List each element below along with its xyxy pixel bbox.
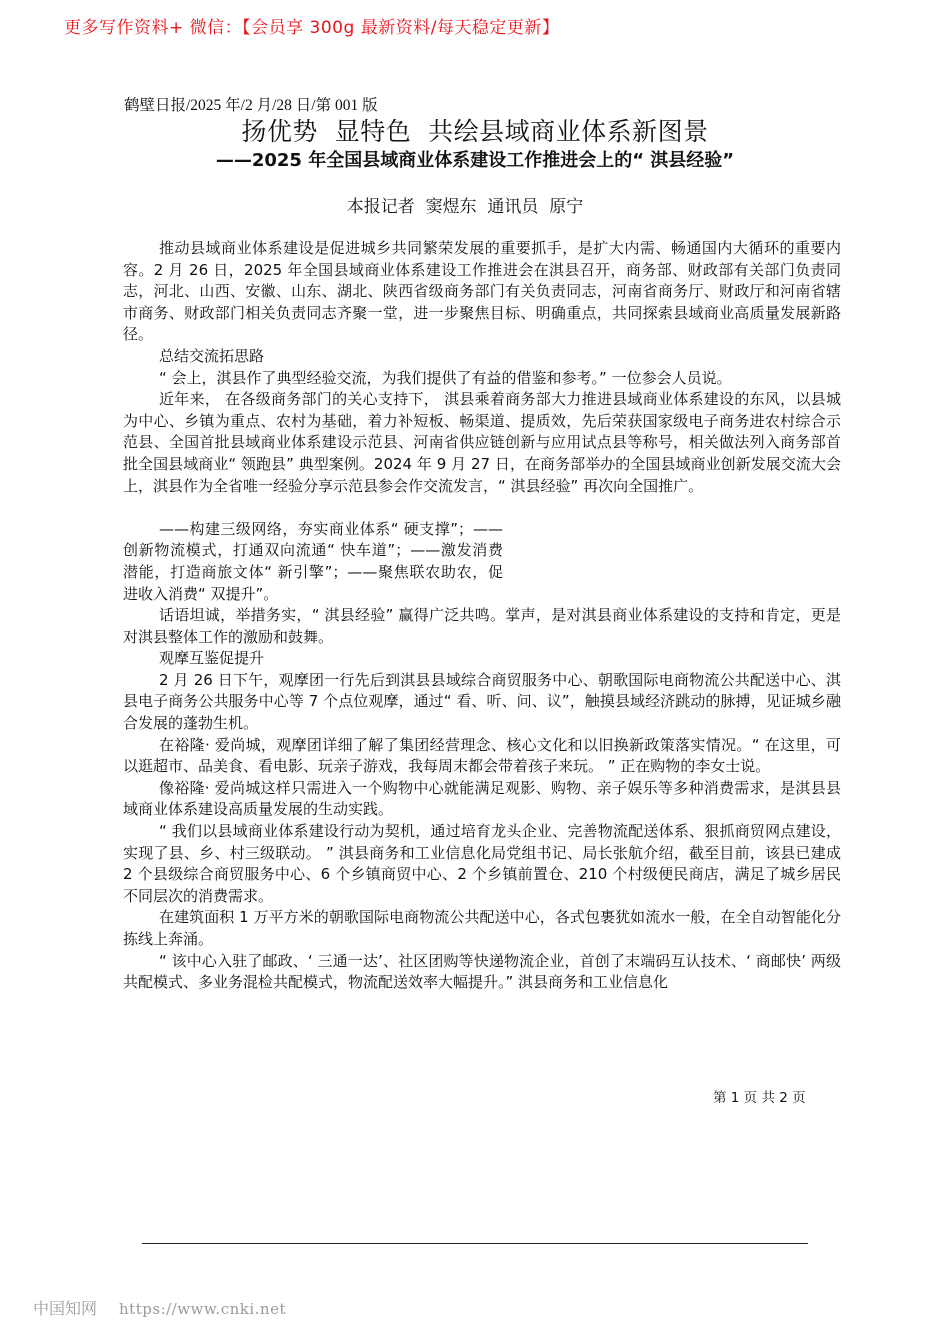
paragraph-logistics-center: 在建筑面积 1 万平方米的朝歌国际电商物流公共配送中心，各式包裹犹如流水一般，在全自动智能化分拣线上奔涌。 [123, 908, 841, 948]
promo-banner: 更多写作资料+ 微信：【会员享 300g 最新资料/每天稳定更新】 [64, 18, 560, 38]
article-subtitle: ——2025 年全国县域商业体系建设工作推进会上的“ 淇县经验” [215, 150, 735, 171]
paragraph-tour: 2 月 26 日下午，观摩团一行先后到淇县县域综合商贸服务中心、朝歌国际电商物流公共配送中心、淇县电子商务公共服务中心等 7 个点位观摩，通过“ 看、听、问、议”，触摸县域经济跳动的脉搏，见证城乡融合发展的蓬勃生机。 [123, 670, 841, 733]
paragraph-response: 话语坦诚，举措务实，“ 淇县经验” 赢得广泛共鸣。掌声，是对淇县商业体系建设的支持和肯定，更是对淇县整体工作的激励和鼓舞。 [123, 606, 841, 646]
paragraph-practice: 像裕隆· 爱尚城这样只需进入一个购物中心就能满足观影、购物、亲子娱乐等多种消费需求，是淇县县域商业体系建设高质量发展的生动实践。 [123, 778, 841, 819]
paragraph-yulong: 在裕隆· 爱尚城，观摩团详细了解了集团经营理念、核心文化和以旧换新政策落实情况。“ 在这里，可以逛超市、品美食、看电影、玩亲子游戏，我每周末都会带着孩子来玩。 ” 正在购物的李女士说。 [123, 735, 841, 776]
section-heading-summary: 总结交流拓思路 [159, 346, 265, 365]
article-title: 扬优势 显特色 共绘县域商业体系新图景 [241, 117, 709, 146]
article-byline: 本报记者 窦煜东 通讯员 原宁 [346, 197, 584, 217]
page-indicator: 第 1 页 共 2 页 [713, 1090, 806, 1106]
paragraph-achievements: 近年来， 在各级商务部门的关心支持下， 淇县乘着商务部大力推进县域商业体系建设的东风，以县城为中心、乡镇为重点、农村为基础，着力补短板、畅渠道、提质效，先后荣获国家级电子商务进农村综合示范县、全国首批县域商业体系建设示范县、河南省供应链创新与应用试点县等称号，相关做法列入商务部首批全国县域商业“ 领跑县” 典型案例。2024 年 9 月 27 日，在商务部举办的全国县域商业创新发展交流大会上，淇县作为全省唯一经验分享示范县参会作交流发言，“ 淇县经验” 再次向全国推广。 [123, 390, 841, 495]
paragraph-director-quote: “ 我们以县域商业体系建设行动为契机，通过培育龙头企业、完善物流配送体系、狠抓商贸网点建设，实现了县、乡、村三级联动。 ” 淇县商务和工业信息化局党组书记、局长张航介绍，截至目前，该县已建成 2 个县级综合商贸服务中心、6 个乡镇商贸中心、2 个乡镇前置仓、210 个村级便民商店，满足了城乡居民不同层次的消费需求。 [123, 822, 841, 905]
section-heading-observation: 观摩互鉴促提升 [159, 649, 265, 668]
paragraph-key-points: ——构建三级网络，夯实商业体系“ 硬支撑”；——创新物流模式，打通双向流通“ 快车道”；——激发消费潜能，打造商旅文体“ 新引擎”；——聚焦联农助农，促进收入消费“ 双提升”。 [123, 519, 503, 603]
cnki-watermark [33, 1296, 286, 1319]
watermark-name: 中国知网 [33, 1299, 98, 1318]
paragraph-intro: 推动县域商业体系建设是促进城乡共同繁荣发展的重要抓手，是扩大内需、畅通国内大循环的重要内容。2 月 26 日，2025 年全国县域商业体系建设工作推进会在淇县召开，商务部、财政部有关部门负责同志，河北、山西、安徽、山东、湖北、陕西省级商务部门有关负责同志，河南省商务厅、财政厅和河南省辖市商务、财政部门相关负责同志齐聚一堂，进一步聚焦目标、明确重点，共同探索县域商业高质量发展新路径。 [123, 239, 841, 344]
footer-divider [142, 1243, 808, 1244]
article-body [123, 238, 841, 994]
source-line: 鹤壁日报/2025 年/2 月/28 日/第 001 版 [124, 97, 378, 114]
watermark-url: https://www.cnki.net [119, 1300, 286, 1318]
paragraph-logistics-quote: “ 该中心入驻了邮政、‘ 三通一达’、社区团购等快递物流企业，首创了末端码互认技术、‘ 商邮快’ 两级共配模式、多业务混检共配模式，物流配送效率大幅提升。” 淇县商务和工业信息化 [123, 951, 841, 992]
paragraph-quote: “ 会上，淇县作了典型经验交流，为我们提供了有益的借鉴和参考。” 一位参会人员说。 [159, 368, 732, 387]
